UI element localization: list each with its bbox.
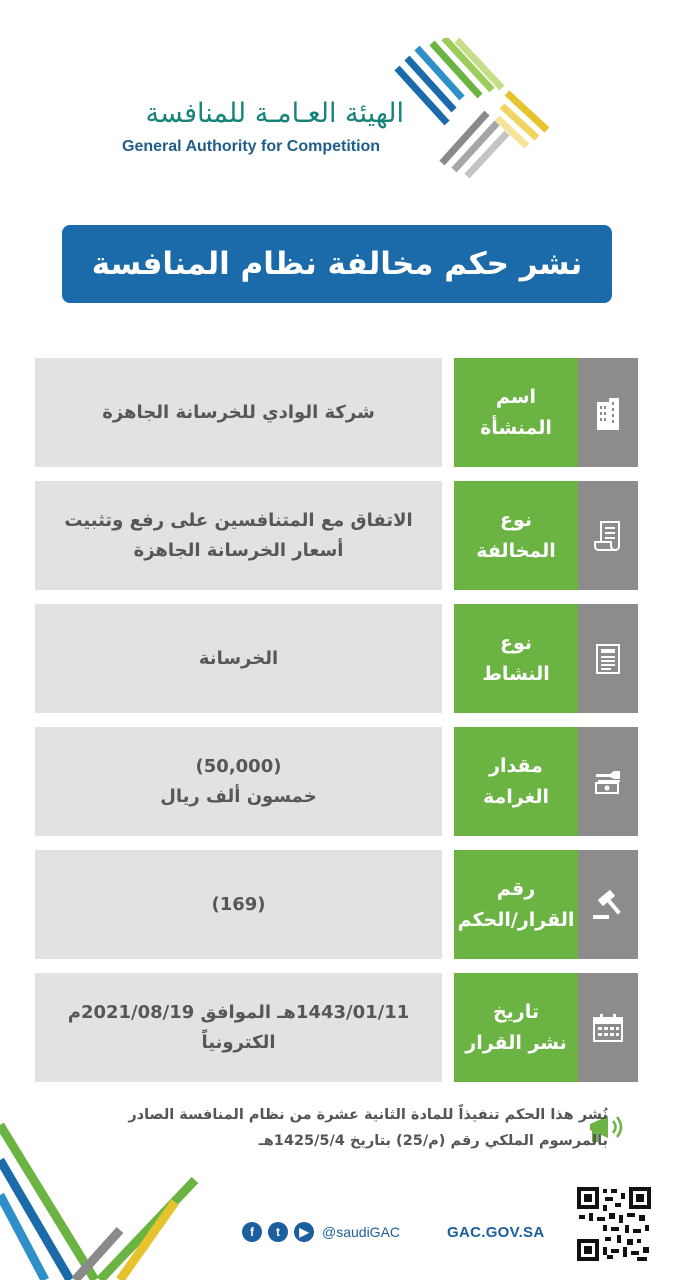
value-line: الكترونياً xyxy=(201,1031,276,1053)
youtube-icon[interactable]: ▶ xyxy=(294,1222,314,1242)
row-icon-box xyxy=(578,973,638,1082)
note-line: نُشر هذا الحكم تنفيذاً للمادة الثانية عشرة من نظام المنافسة الصادر xyxy=(128,1107,608,1123)
document-list-icon xyxy=(595,643,621,675)
gac-logo-mark xyxy=(392,38,557,178)
label-line: المنشأة xyxy=(480,416,552,439)
label-line: تاريخ xyxy=(492,1000,540,1023)
label-line: نوع xyxy=(499,508,533,531)
row-value xyxy=(35,850,442,959)
row-label xyxy=(454,850,578,959)
row-violation-type xyxy=(35,481,638,590)
row-fine-amount xyxy=(35,727,638,836)
value-line: الاتفاق مع المتنافسين على رفع وتثبيت xyxy=(64,509,413,531)
row-icon-box xyxy=(578,481,638,590)
social-links xyxy=(242,1222,400,1242)
social-handle[interactable]: @saudiGAC xyxy=(322,1224,401,1240)
row-icon-box xyxy=(578,727,638,836)
row-label xyxy=(454,604,578,713)
row-value xyxy=(35,727,442,836)
qr-code-icon[interactable] xyxy=(577,1187,651,1261)
row-value xyxy=(35,358,442,467)
row-decision-number xyxy=(35,850,638,959)
value-line: 1443/01/11هـ الموافق 2021/08/19م xyxy=(67,1001,410,1023)
building-icon xyxy=(595,396,621,430)
row-value xyxy=(35,481,442,590)
label-line: القرار/الحكم xyxy=(457,908,575,931)
scroll-document-icon xyxy=(593,520,623,552)
value-line: (50,000) xyxy=(195,755,282,777)
value-line: أسعار الخرسانة الجاهزة xyxy=(133,539,344,561)
row-label xyxy=(454,727,578,836)
value-line: خمسون ألف ريال xyxy=(160,785,317,807)
row-icon-box xyxy=(578,850,638,959)
label-line: مقدار xyxy=(489,754,543,777)
label-line: الغرامة xyxy=(483,785,549,808)
website-link[interactable]: GAC.GOV.SA xyxy=(447,1224,545,1241)
calendar-icon xyxy=(592,1013,624,1043)
label-line: المخالفة xyxy=(476,539,556,562)
label-line: اسم xyxy=(495,385,537,408)
gavel-icon xyxy=(591,889,625,921)
row-label xyxy=(454,973,578,1082)
page-title: نشر حكم مخالفة نظام المنافسة xyxy=(91,246,583,282)
label-line: النشاط xyxy=(482,662,550,685)
money-hand-icon xyxy=(592,768,624,796)
row-activity-type xyxy=(35,604,638,713)
value-line: شركة الوادي للخرسانة الجاهزة xyxy=(102,401,375,423)
row-publication-date xyxy=(35,973,638,1082)
twitter-icon[interactable]: t xyxy=(268,1222,288,1242)
row-entity-name xyxy=(35,358,638,467)
row-label xyxy=(454,481,578,590)
row-icon-box xyxy=(578,358,638,467)
logo-english-name: General Authority for Competition xyxy=(122,138,381,155)
note-line: بالمرسوم الملكي رقم (م/25) بتاريخ 1425/5/4هـ xyxy=(258,1133,608,1149)
row-value xyxy=(35,973,442,1082)
row-value xyxy=(35,604,442,713)
row-icon-box xyxy=(578,604,638,713)
label-line: نشر القرار xyxy=(465,1031,567,1054)
decorative-corner-stripes xyxy=(0,1120,200,1280)
row-label xyxy=(454,358,578,467)
logo-arabic-name: الهيئة العـامـة للمنافسة xyxy=(145,98,404,129)
title-banner xyxy=(62,225,612,303)
label-line: رقم xyxy=(496,877,536,900)
facebook-icon[interactable]: f xyxy=(242,1222,262,1242)
value-line: الخرسانة xyxy=(198,647,279,669)
label-line: نوع xyxy=(499,631,533,654)
value-line: (169) xyxy=(211,893,266,915)
